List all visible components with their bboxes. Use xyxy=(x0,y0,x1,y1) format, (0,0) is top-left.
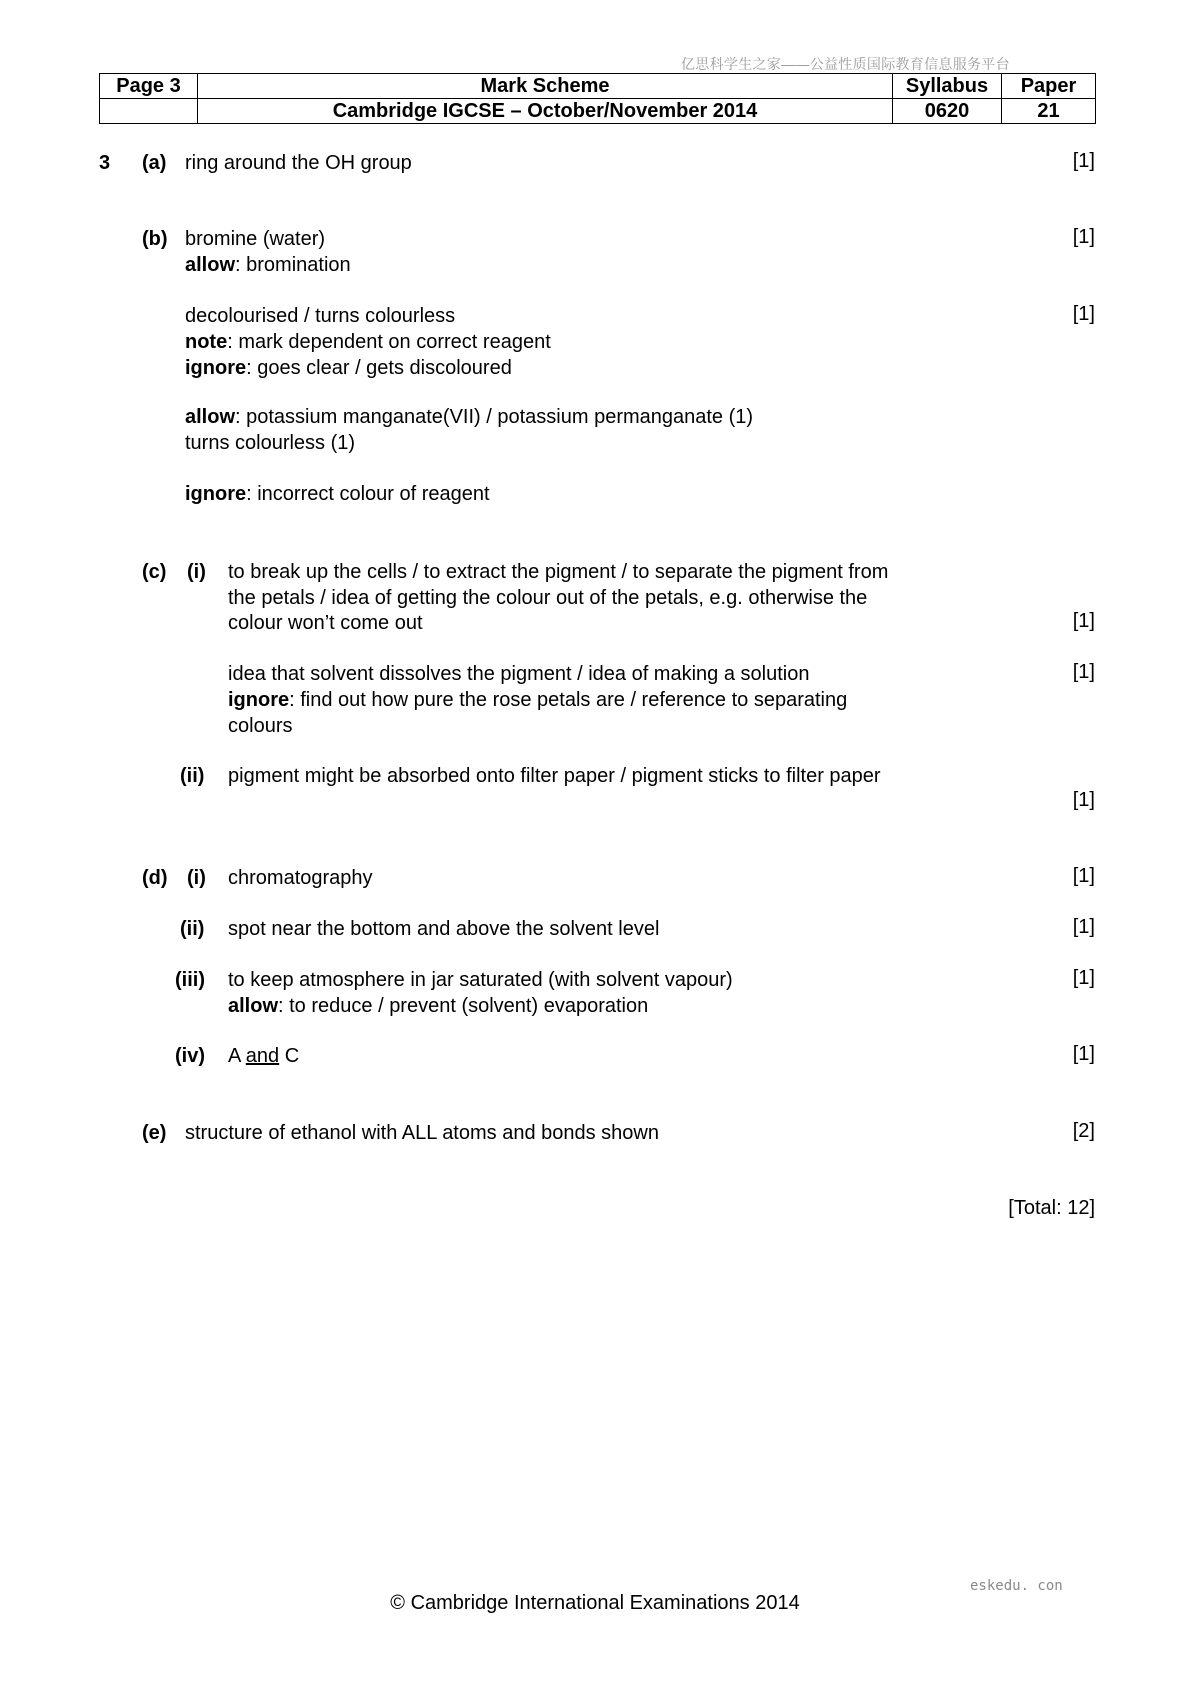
question-number: 3 xyxy=(99,152,111,174)
keyword-ignore: ignore xyxy=(228,689,290,711)
header-blank xyxy=(100,99,198,124)
part-b-mark2: [1] xyxy=(1072,303,1095,325)
header-syllabus-label: Syllabus xyxy=(893,74,1002,99)
keyword-ignore: ignore xyxy=(185,357,247,379)
part-c-ii-label: (ii) xyxy=(180,765,205,787)
part-b-ignore2: ignore: incorrect colour of reagent xyxy=(185,483,490,505)
part-d-iv-text: A and C xyxy=(228,1045,300,1067)
part-b-allow1: allow: bromination xyxy=(185,254,351,276)
part-d-i-text: chromatography xyxy=(228,867,373,889)
header-subtitle: Cambridge IGCSE – October/November 2014 xyxy=(198,99,893,124)
part-c-label: (c) xyxy=(142,561,167,583)
part-d-ii-mark: [1] xyxy=(1072,916,1095,938)
part-c-i-label: (i) xyxy=(187,561,206,583)
keyword-allow: allow xyxy=(228,995,279,1017)
part-c-i-ignore2: colours xyxy=(228,715,293,737)
part-d-iii-text: to keep atmosphere in jar saturated (with solvent vapour) xyxy=(228,969,733,991)
total-marks: [Total: 12] xyxy=(1008,1197,1095,1219)
part-d-ii-label: (ii) xyxy=(180,918,205,940)
part-d-i-mark: [1] xyxy=(1072,865,1095,887)
header-title: Mark Scheme xyxy=(198,74,893,99)
keyword-allow: allow xyxy=(185,406,236,428)
part-d-iv-mark: [1] xyxy=(1072,1043,1095,1065)
header-table xyxy=(99,73,1096,124)
part-a-mark: [1] xyxy=(1072,150,1095,172)
part-b-label: (b) xyxy=(142,228,168,250)
part-b-note: note: mark dependent on correct reagent xyxy=(185,331,551,353)
header-syllabus: 0620 xyxy=(893,99,1002,124)
part-d-label: (d) xyxy=(142,867,168,889)
part-b-ignore1: ignore: goes clear / gets discoloured xyxy=(185,357,512,379)
part-b-allow2b: turns colourless (1) xyxy=(185,432,356,454)
keyword-and: and xyxy=(245,1045,280,1067)
watermark-bottom: eskedu. con xyxy=(970,1578,1063,1594)
watermark-top: 亿思科学生之家——公益性质国际教育信息服务平台 xyxy=(681,56,1010,72)
part-d-iii-mark: [1] xyxy=(1072,967,1095,989)
keyword-note: note xyxy=(185,331,228,353)
part-d-i-label: (i) xyxy=(187,867,206,889)
part-c-i-line1: to break up the cells / to extract the pigment / to separate the pigment from xyxy=(228,561,889,583)
header-page: Page 3 xyxy=(100,74,198,99)
part-c-i-line2: the petals / idea of getting the colour out of the petals, e.g. otherwise the xyxy=(228,587,868,609)
keyword-allow: allow xyxy=(185,254,236,276)
part-e-mark: [2] xyxy=(1072,1120,1095,1142)
part-b-line1: bromine (water) xyxy=(185,228,326,250)
part-c-i-ignore1: ignore: find out how pure the rose petals are / reference to separating xyxy=(228,689,848,711)
part-a-label: (a) xyxy=(142,152,167,174)
part-b-mark1: [1] xyxy=(1072,226,1095,248)
part-d-iii-allow: allow: to reduce / prevent (solvent) evaporation xyxy=(228,995,649,1017)
part-d-iii-label: (iii) xyxy=(175,969,205,991)
part-e-label: (e) xyxy=(142,1122,167,1144)
part-e-text: structure of ethanol with ALL atoms and bonds shown xyxy=(185,1122,659,1144)
header-paper: 21 xyxy=(1002,99,1096,124)
part-b-line2: decolourised / turns colourless xyxy=(185,305,456,327)
keyword-ignore: ignore xyxy=(185,483,247,505)
part-d-ii-text: spot near the bottom and above the solvent level xyxy=(228,918,660,940)
part-b-allow2: allow: potassium manganate(VII) / potassium permanganate (1) xyxy=(185,406,754,428)
part-d-iv-label: (iv) xyxy=(175,1045,205,1067)
part-c-i-line3: colour won’t come out xyxy=(228,612,423,634)
part-c-i-line4: idea that solvent dissolves the pigment / idea of making a solution xyxy=(228,663,810,685)
part-c-i-mark2: [1] xyxy=(1072,661,1095,683)
part-a-text: ring around the OH group xyxy=(185,152,412,174)
part-c-ii-mark: [1] xyxy=(1072,789,1095,811)
header-paper-label: Paper xyxy=(1002,74,1096,99)
part-c-i-mark1: [1] xyxy=(1072,610,1095,632)
footer-copyright: © Cambridge International Examinations 2014 xyxy=(390,1592,800,1614)
part-c-ii-text: pigment might be absorbed onto filter paper / pigment sticks to filter paper xyxy=(228,765,881,787)
